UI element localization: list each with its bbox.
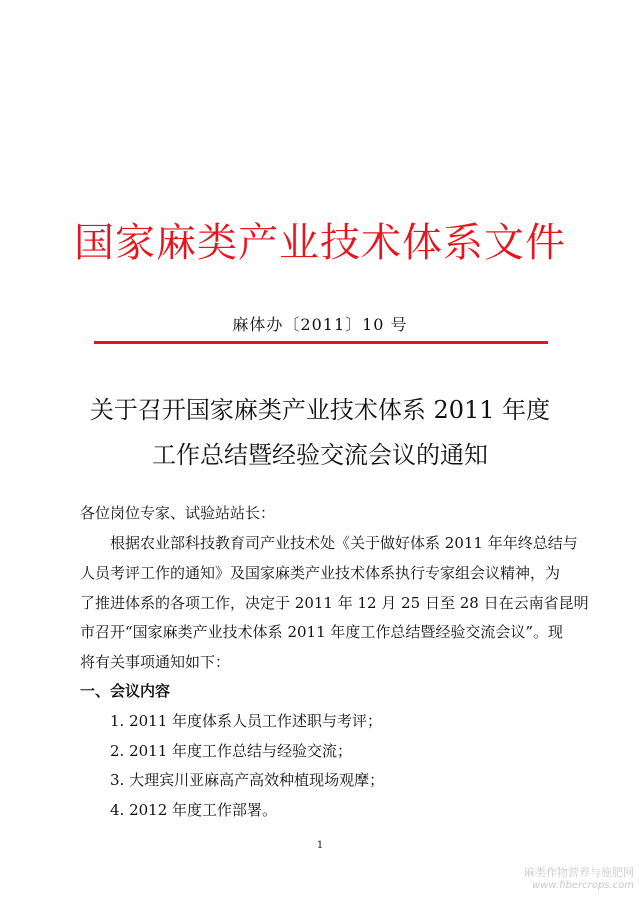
section-heading: 一、会议内容 — [80, 682, 171, 700]
paragraph-line: 将有关事项通知如下： — [80, 653, 231, 671]
list-item: 4. 2012 年度工作部署。 — [110, 801, 278, 819]
watermark-name: 麻类作物营养与施肥网 — [524, 866, 634, 879]
notice-title-line-2: 工作总结暨经验交流会议的通知 — [152, 441, 488, 469]
document-header-title: 国家麻类产业技术体系文件 — [74, 220, 566, 266]
red-divider-line — [94, 341, 548, 344]
paragraph-line: 了推进体系的各项工作，决定于 2011 年 12 月 25 日至 28 日在云南省昆明 — [80, 594, 589, 612]
salutation: 各位岗位专家、试验站站长： — [80, 504, 276, 522]
paragraph-line: 市召开“国家麻类产业技术体系 2011 年度工作总结暨经验交流会议”。现 — [80, 623, 564, 641]
notice-title-line-1: 关于召开国家麻类产业技术体系 2011 年度 — [89, 396, 551, 424]
page-number: 1 — [316, 840, 324, 851]
list-item: 2. 2011 年度工作总结与经验交流； — [110, 742, 353, 760]
watermark-url: www.fibercrops.com — [532, 880, 634, 891]
list-item: 1. 2011 年度体系人员工作述职与考评； — [110, 712, 383, 730]
site-watermark — [524, 866, 634, 892]
paragraph-line: 根据农业部科技教育司产业技术处《关于做好体系 2011 年年终总结与 — [110, 534, 578, 552]
paragraph-line: 人员考评工作的通知》及国家麻类产业技术体系执行专家组会议精神，为 — [80, 564, 561, 582]
list-item: 3. 大理宾川亚麻高产高效种植现场观摩； — [110, 771, 385, 789]
document-number: 麻体办〔2011〕10 号 — [232, 315, 408, 334]
